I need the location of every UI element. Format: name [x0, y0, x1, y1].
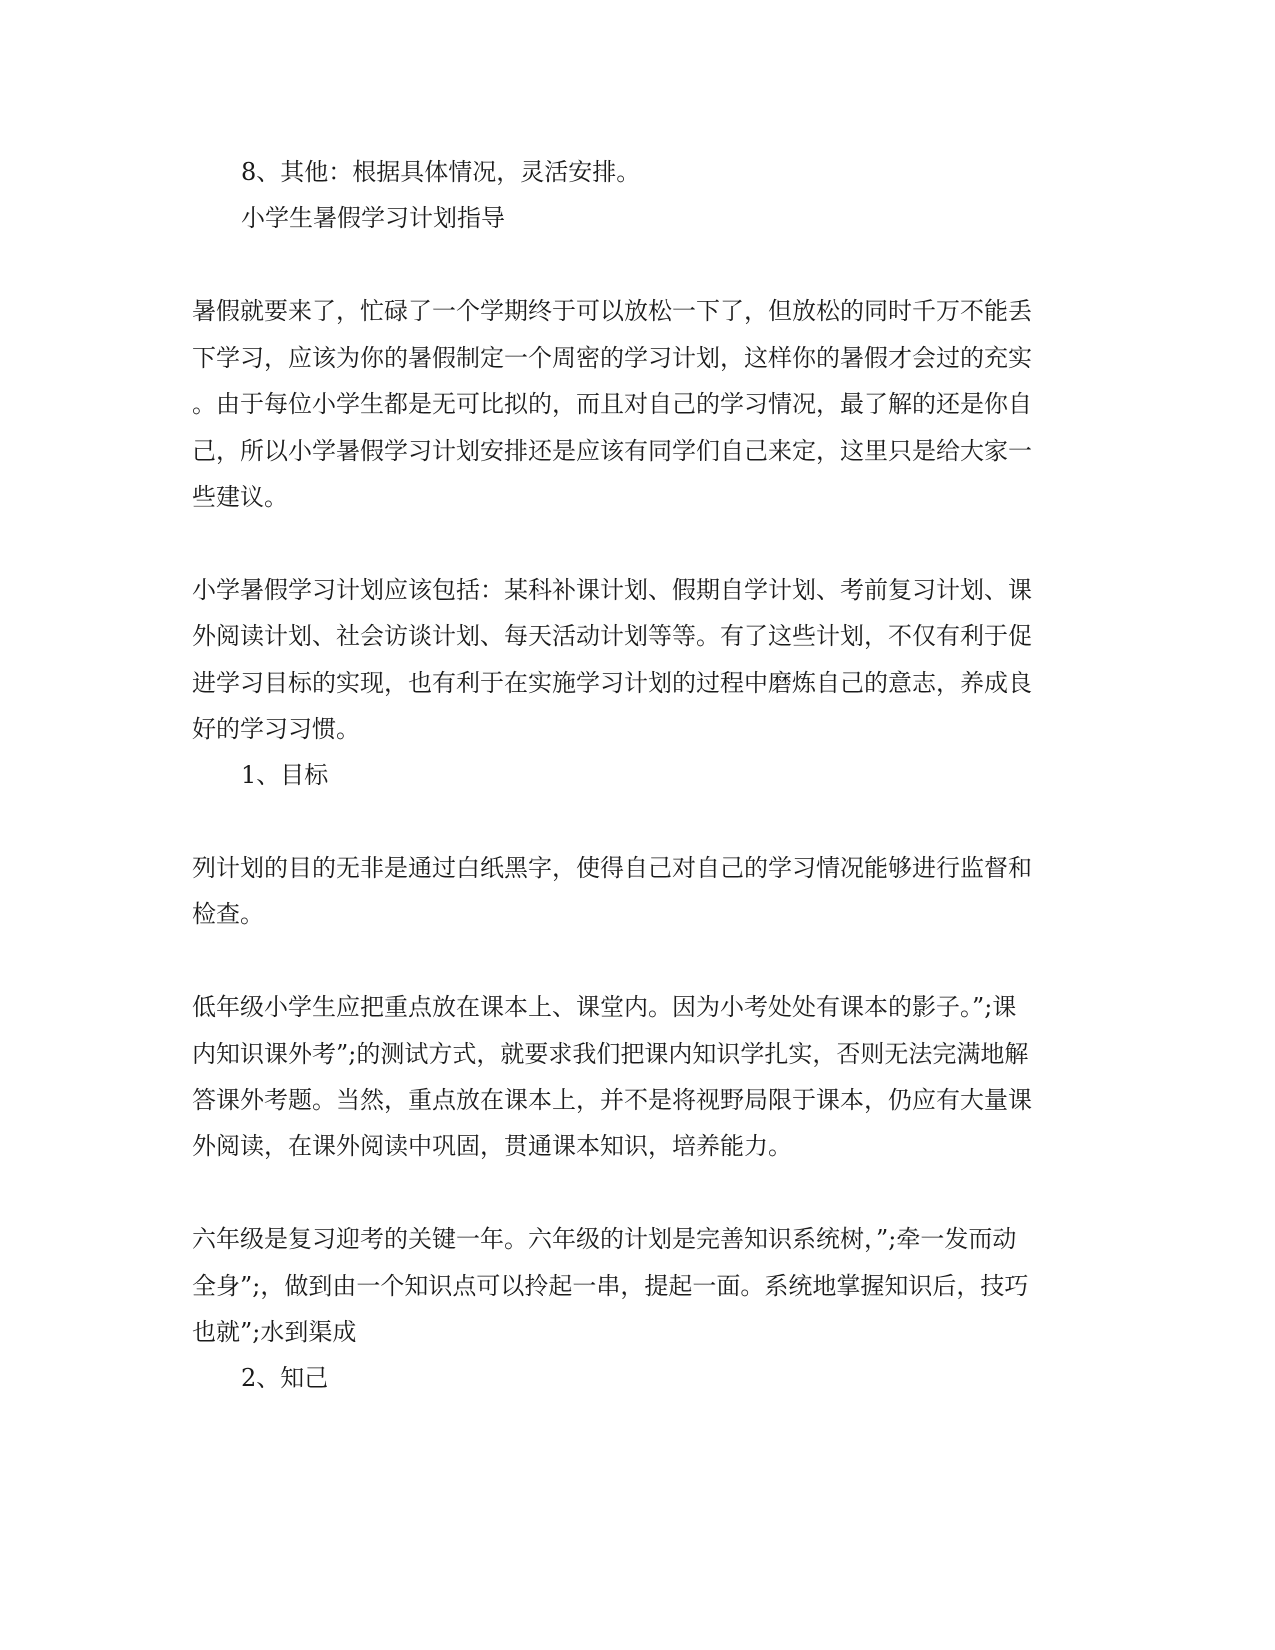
list-item-8: 8、其他：根据具体情况，灵活安排。 — [241, 158, 641, 186]
section-goal-heading: 1、目标 — [241, 761, 329, 789]
paragraph-line: 小学暑假学习计划应该包括：某科补课计划、假期自学计划、考前复习计划、课 — [192, 576, 1032, 604]
paragraph-line: 内知识课外考”;的测试方式，就要求我们把课内知识学扎实，否则无法完满地解 — [192, 1040, 1029, 1068]
paragraph-line: 些建议。 — [192, 483, 288, 511]
paragraph-line: 低年级小学生应把重点放在课本上、课堂内。因为小考处处有课本的影子。”;课 — [192, 993, 1017, 1021]
paragraph-line: 下学习，应该为你的暑假制定一个周密的学习计划，这样你的暑假才会过的充实 — [192, 344, 1032, 372]
section-heading: 小学生暑假学习计划指导 — [241, 204, 505, 232]
paragraph-line: 全身”;，做到由一个知识点可以拎起一串，提起一面。系统地掌握知识后，技巧 — [192, 1272, 1029, 1300]
paragraph-line: 答课外考题。当然，重点放在课本上，并不是将视野局限于课本，仍应有大量课 — [192, 1086, 1032, 1114]
paragraph-line: 列计划的目的无非是通过白纸黑字，使得自己对自己的学习情况能够进行监督和 — [192, 854, 1032, 882]
paragraph-line: 外阅读计划、社会访谈计划、每天活动计划等等。有了这些计划，不仅有利于促 — [192, 622, 1032, 650]
paragraph-line: 。由于每位小学生都是无可比拟的，而且对自己的学习情况，最了解的还是你自 — [192, 390, 1032, 418]
paragraph-line: 检查。 — [192, 900, 264, 928]
paragraph-line: 进学习目标的实现，也有利于在实施学习计划的过程中磨炼自己的意志，养成良 — [192, 669, 1032, 697]
paragraph-line: 外阅读，在课外阅读中巩固，贯通课本知识，培养能力。 — [192, 1132, 792, 1160]
paragraph-line: 暑假就要来了，忙碌了一个学期终于可以放松一下了，但放松的同时千万不能丢 — [192, 297, 1032, 325]
paragraph-line: 也就”;水到渠成 — [192, 1318, 357, 1346]
paragraph-line: 六年级是复习迎考的关键一年。六年级的计划是完善知识系统树，”;牵一发而动 — [192, 1225, 1017, 1253]
section-know-self-heading: 2、知己 — [241, 1364, 329, 1392]
paragraph-line: 好的学习习惯。 — [192, 715, 360, 743]
paragraph-line: 己，所以小学暑假学习计划安排还是应该有同学们自己来定，这里只是给大家一 — [192, 437, 1032, 465]
